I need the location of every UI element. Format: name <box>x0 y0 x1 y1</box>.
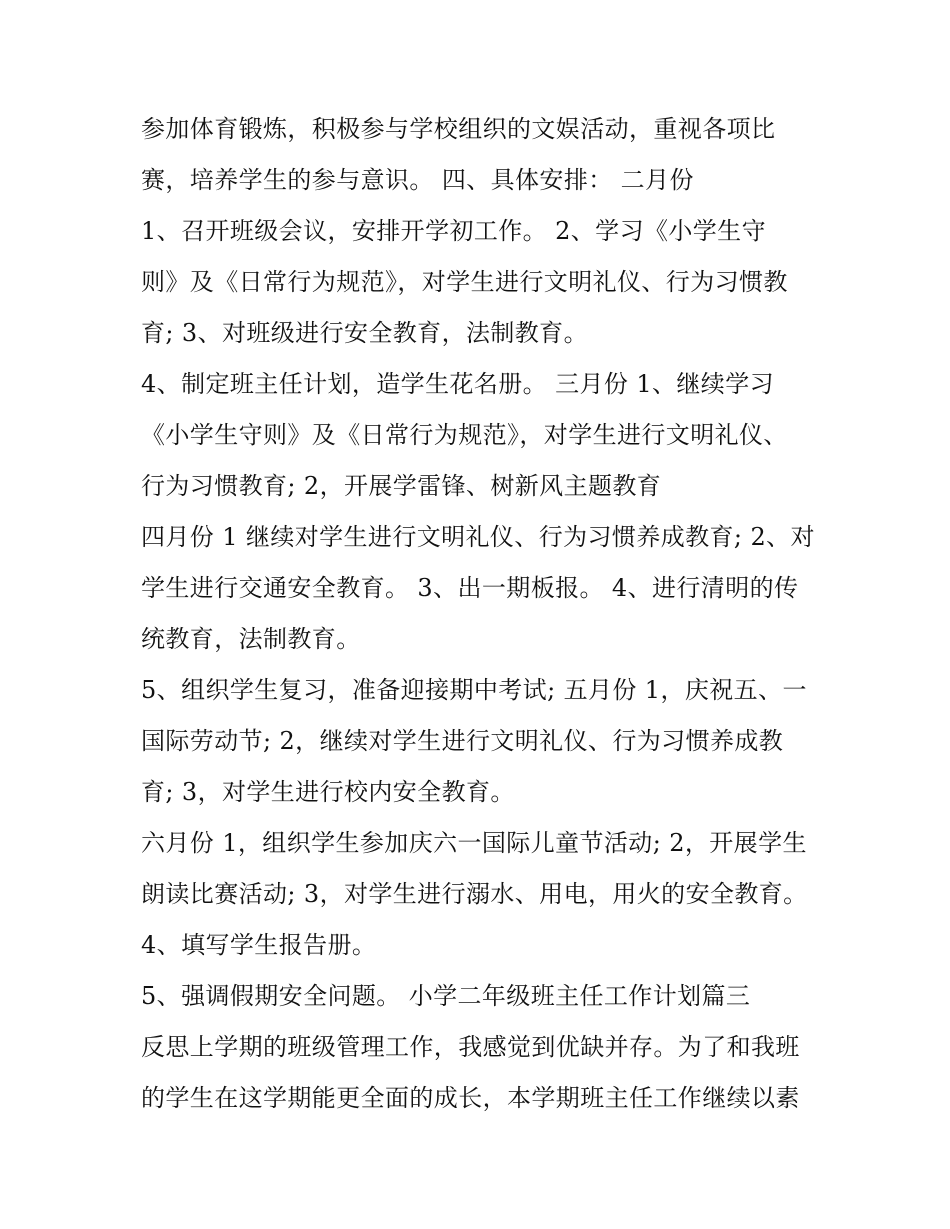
text-line-2: 赛，培养学生的参与意识。 四、具体安排： 二月份 <box>141 166 694 194</box>
text-line-7: 《小学生守则》及《日常行为规范》，对学生进行文明礼仪、 <box>141 421 788 449</box>
text-line-1: 参加体育锻炼，积极参与学校组织的文娱活动，重视各项比 <box>141 115 776 143</box>
text-line-15: 六月份 1，组织学生参加庆六一国际儿童节活动; 2，开展学生 <box>141 829 807 857</box>
text-line-6: 4、制定班主任计划，造学生花名册。 三月份 1、继续学习 <box>141 370 774 398</box>
text-line-10: 学生进行交通安全教育。 3、出一期板报。 4、进行清明的传 <box>141 574 799 602</box>
text-line-11: 统教育，法制教育。 <box>141 625 361 653</box>
text-line-13: 国际劳动节; 2，继续对学生进行文明礼仪、行为习惯养成教 <box>141 727 784 755</box>
text-line-19: 反思上学期的班级管理工作，我感觉到优缺并存。为了和我班 <box>141 1033 800 1061</box>
text-line-14: 育; 3，对学生进行校内安全教育。 <box>141 778 515 806</box>
document-body <box>141 104 831 1124</box>
text-line-16: 朗读比赛活动; 3，对学生进行溺水、用电，用火的安全教育。 <box>141 880 808 908</box>
text-line-17: 4、填写学生报告册。 <box>141 931 377 959</box>
text-line-8: 行为习惯教育; 2，开展学雷锋、树新风主题教育 <box>141 472 662 500</box>
text-line-9: 四月份 1 继续对学生进行文明礼仪、行为习惯养成教育; 2、对 <box>141 523 815 551</box>
text-line-3: 1、召开班级会议，安排开学初工作。 2、学习《小学生守 <box>141 217 766 245</box>
text-line-4: 则》及《日常行为规范》，对学生进行文明礼仪、行为习惯教 <box>141 268 788 296</box>
text-line-12: 5、组织学生复习，准备迎接期中考试; 五月份 1，庆祝五、一 <box>141 676 807 704</box>
text-line-20: 的学生在这学期能更全面的成长，本学期班主任工作继续以素 <box>141 1084 800 1112</box>
text-line-5: 育; 3、对班级进行安全教育，法制教育。 <box>141 319 588 347</box>
text-line-18: 5、强调假期安全问题。 小学二年级班主任工作计划篇三 <box>141 982 751 1010</box>
